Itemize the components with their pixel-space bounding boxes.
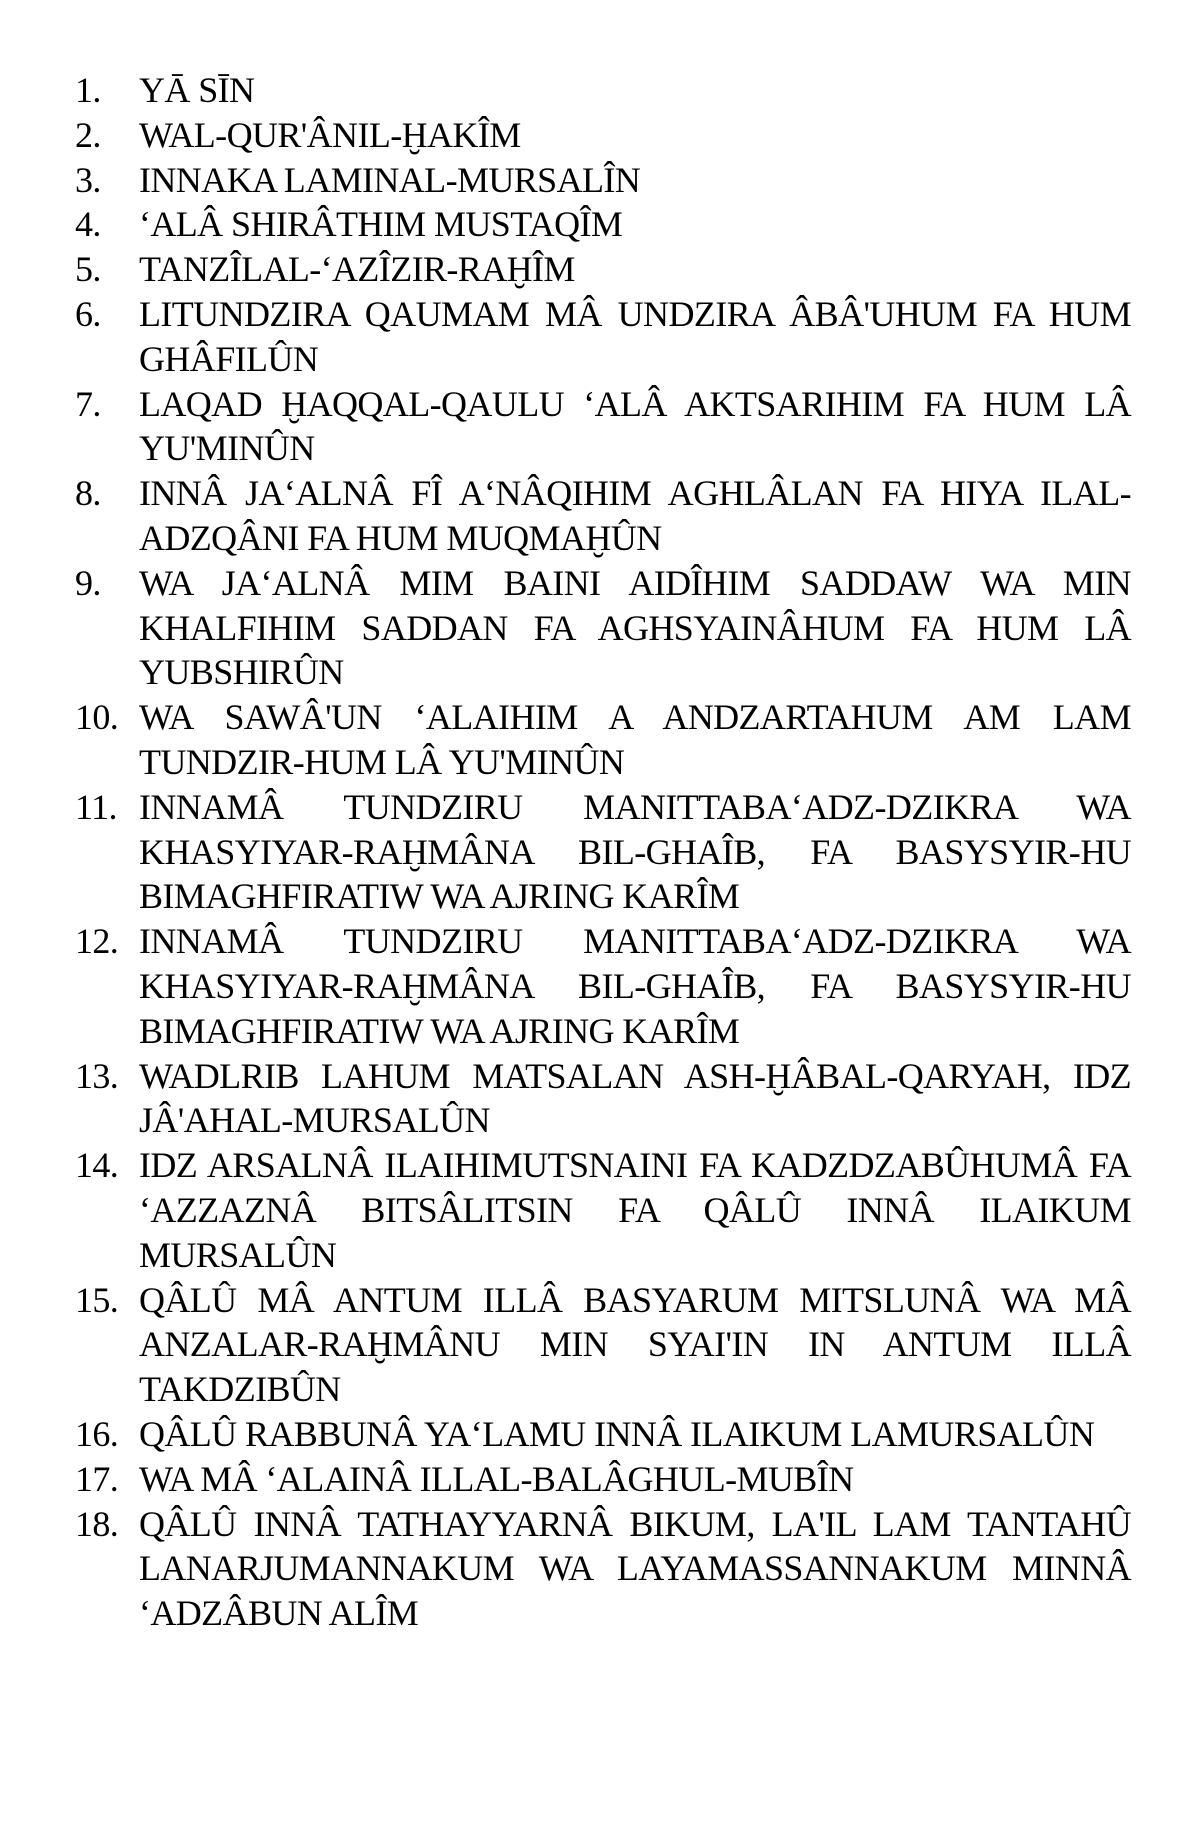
verse-item [75, 292, 1131, 382]
verse-text: YĀ SĪN [139, 70, 255, 110]
verse-number: 4. [75, 204, 101, 245]
verse-item [75, 158, 1131, 203]
verse-item [75, 785, 1131, 919]
verse-number: 16. [75, 1413, 119, 1454]
verse-number: 12. [75, 921, 119, 962]
verse-text: LITUNDZIRA QAUMAM MÂ UNDZIRA ÂBÂ'UHUM FA HUM GHÂFILÛN [139, 293, 1131, 379]
verse-number: 9. [75, 562, 101, 603]
verse-item [75, 1457, 1131, 1502]
verse-text: WADLRIB LAHUM MATSALAN ASH-ḪÂBAL-QARYAH, IDZ JÂ'AHAL-MURSALÛN [139, 1055, 1131, 1141]
verse-number: 6. [75, 293, 101, 334]
verse-text: INNÂ JA‘ALNÂ FÎ A‘NÂQIHIM AGHLÂLAN FA HIYA ILAL-ADZQÂNI FA HUM MUQMAḪÛN [139, 473, 1131, 558]
verse-text: LAQAD ḪAQQAL-QAULU ‘ALÂ AKTSARIHIM FA HUM LÂ YU'MINÛN [139, 383, 1131, 469]
verse-text: WAL-QUR'ÂNIL-ḪAKÎM [139, 114, 521, 155]
verse-number: 5. [75, 249, 101, 290]
verse-number: 18. [75, 1503, 119, 1544]
verse-item [75, 471, 1131, 561]
verse-text: QÂLÛ INNÂ TATHAYYARNÂ BIKUM, LA'IL LAM TANTAHÛ LANARJUMANNAKUM WA LAYAMASSANNAKUM MINNÂ ‘ADZÂBUN ALÎM [139, 1503, 1131, 1634]
verse-number: 11. [75, 786, 117, 827]
verse-item [75, 1143, 1131, 1277]
verse-number: 1. [75, 70, 101, 110]
verse-text: IDZ ARSALNÂ ILAIHIMUTSNAINI FA KADZDZABÛHUMÂ FA ‘AZZAZNÂ BITSÂLITSIN FA QÂLÛ INNÂ ILAIKUM MURSALÛN [139, 1145, 1131, 1275]
verse-number: 3. [75, 159, 101, 200]
verse-text: WA MÂ ‘ALAINÂ ILLAL-BALÂGHUL-MUBÎN [139, 1458, 854, 1499]
verse-number: 2. [75, 114, 101, 155]
verse-text: WA JA‘ALNÂ MIM BAINI AIDÎHIM SADDAW WA MIN KHALFIHIM SADDAN FA AGHSYAINÂHUM FA HUM LÂ YUBSHIRÛN [139, 562, 1131, 693]
verse-item [75, 695, 1131, 785]
verse-item [75, 1278, 1131, 1412]
verse-item [75, 113, 1131, 158]
verse-text: QÂLÛ MÂ ANTUM ILLÂ BASYARUM MITSLUNÂ WA MÂ ANZALAR-RAḪMÂNU MIN SYAI'IN IN ANTUM ILLÂ TAKDZIBÛN [139, 1279, 1131, 1410]
verse-item [75, 1502, 1131, 1636]
verse-text: TANZÎLAL-‘AZÎZIR-RAḪÎM [139, 249, 575, 290]
verse-list [75, 68, 1131, 1636]
verse-item [75, 382, 1131, 472]
verse-text: INNAMÂ TUNDZIRU MANITTABA‘ADZ-DZIKRA WA KHASYIYAR-RAḪMÂNA BIL-GHAÎB, FA BASYSYIR-HU BIMAGHFIRATIW WA AJRING KARÎM [139, 921, 1131, 1051]
verse-item [75, 1412, 1131, 1457]
verse-number: 8. [75, 473, 101, 514]
verse-number: 14. [75, 1145, 119, 1186]
verse-text: INNAKA LAMINAL-MURSALÎN [139, 159, 641, 200]
verse-item [75, 1054, 1131, 1144]
verse-item [75, 202, 1131, 247]
verse-text: WA SAWÂ'UN ‘ALAIHIM A ANDZARTAHUM AM LAM TUNDZIR-HUM LÂ YU'MINÛN [139, 697, 1131, 782]
verse-item [75, 247, 1131, 292]
verse-item [75, 919, 1131, 1053]
verse-text: ‘ALÂ SHIRÂTHIM MUSTAQÎM [139, 204, 623, 245]
verse-number: 17. [75, 1458, 119, 1499]
verse-text: QÂLÛ RABBUNÂ YA‘LAMU INNÂ ILAIKUM LAMURSALÛN [139, 1413, 1095, 1454]
verse-item [75, 561, 1131, 695]
verse-text: INNAMÂ TUNDZIRU MANITTABA‘ADZ-DZIKRA WA KHASYIYAR-RAḪMÂNA BIL-GHAÎB, FA BASYSYIR-HU BIMAGHFIRATIW WA AJRING KARÎM [139, 786, 1131, 917]
verse-number: 10. [75, 697, 119, 738]
verse-number: 15. [75, 1279, 119, 1320]
verse-item [75, 68, 1131, 113]
verse-number: 13. [75, 1055, 119, 1096]
verse-number: 7. [75, 383, 101, 424]
